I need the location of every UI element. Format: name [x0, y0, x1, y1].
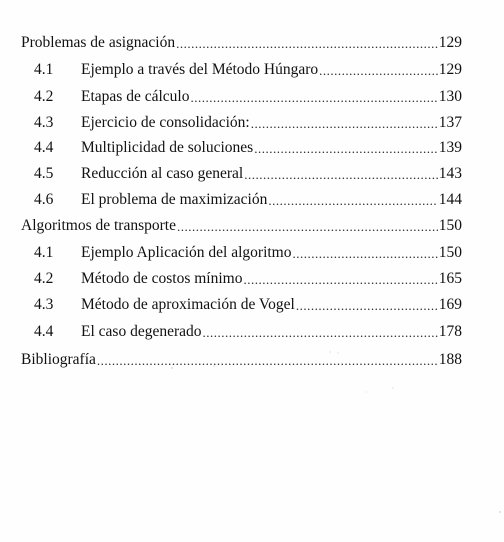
toc-section-number: 4.1 — [34, 244, 54, 261]
toc-page-number: 130 — [438, 88, 462, 105]
toc-entry-title: Ejemplo a través del Método Húngaro — [81, 61, 319, 78]
toc-entry-title: Etapas de cálculo — [81, 88, 190, 105]
toc-page-number: 139 — [438, 139, 462, 156]
toc-page-number: 143 — [438, 165, 462, 182]
toc-section-number: 4.2 — [34, 270, 54, 287]
toc-page-number: 150 — [438, 217, 462, 234]
toc-entry-title: Multiplicidad de soluciones — [81, 139, 254, 156]
toc-entry-title: El caso degenerado — [81, 323, 202, 340]
toc-page-number: 188 — [438, 351, 462, 368]
toc-entry-title: Ejemplo Aplicación del algoritmo — [81, 244, 292, 261]
toc-section-number: 4.1 — [34, 61, 54, 78]
toc-page-number: 178 — [438, 323, 462, 340]
toc-page-number: 169 — [438, 296, 462, 313]
toc-page-number: 129 — [438, 61, 462, 78]
toc-section-number: 4.4 — [34, 139, 54, 156]
toc-section-number: 4.3 — [34, 114, 54, 131]
toc-entry-title: Método de aproximación de Vogel — [81, 296, 295, 313]
toc-entry-title: Reducción al caso general — [81, 165, 244, 182]
toc-entry-title: Método de costos mínimo — [81, 270, 243, 287]
toc-section-number: 4.2 — [34, 88, 54, 105]
toc-entry-title: El problema de maximización — [81, 191, 268, 208]
toc-page-number: 144 — [438, 191, 462, 208]
toc-section-number: 4.6 — [34, 191, 54, 208]
toc-section-number: 4.5 — [34, 165, 54, 182]
toc-page-number: 165 — [438, 270, 462, 287]
toc-page-number: 129 — [438, 34, 462, 51]
toc-page-number: 137 — [438, 114, 462, 131]
toc-section-number: 4.3 — [34, 296, 54, 313]
toc-entry-title: Bibliografía — [21, 351, 96, 368]
toc-section-number: 4.4 — [34, 323, 54, 340]
toc-entry-title: Algoritmos de transporte — [21, 217, 176, 234]
toc-entry-title: Problemas de asignación — [21, 34, 176, 51]
toc-entry-title: Ejercicio de consolidación: — [81, 114, 250, 131]
toc-page-number: 150 — [438, 244, 462, 261]
